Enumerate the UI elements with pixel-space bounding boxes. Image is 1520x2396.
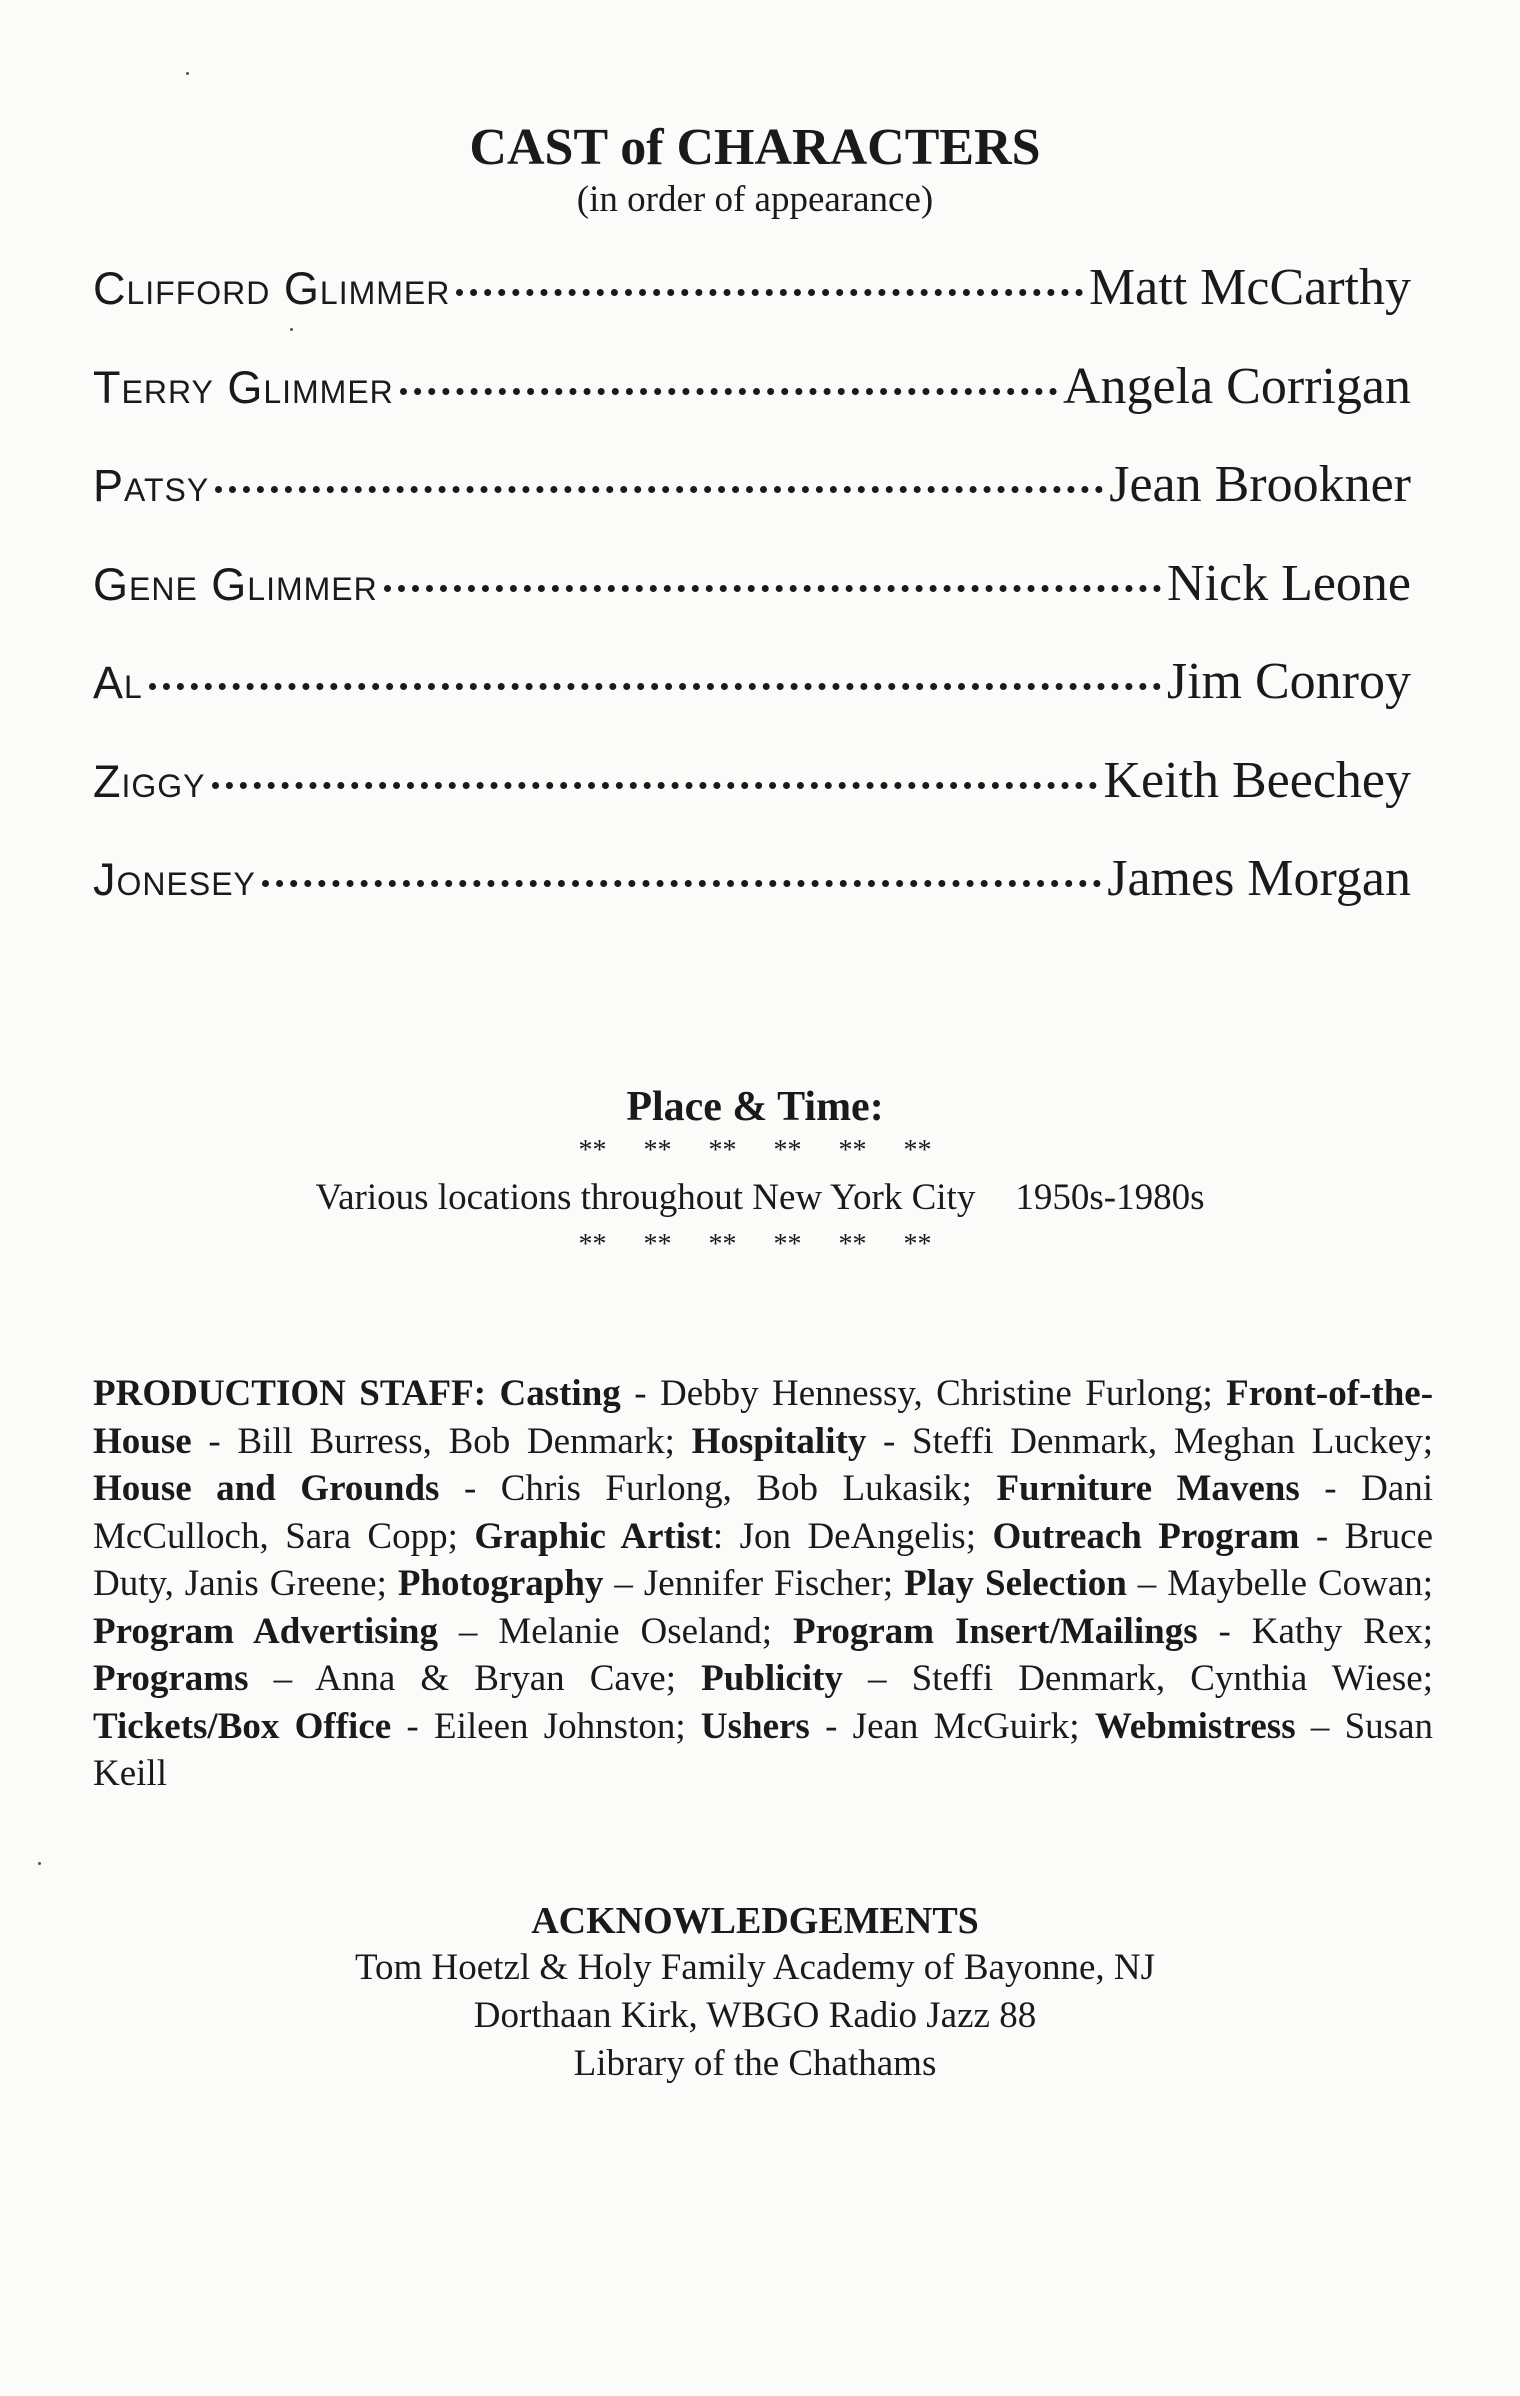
staff-items — [93, 1373, 1433, 1794]
staff-role: Photography — [397, 1563, 604, 1604]
character-name: Patsy — [93, 460, 210, 511]
staff-role: Program Insert/Mailings — [793, 1610, 1198, 1652]
staff-separator: - — [1299, 1515, 1345, 1557]
actor-name: James Morgan — [1107, 850, 1411, 907]
production-staff — [93, 1370, 1433, 1798]
character-name: Jonesey — [93, 854, 256, 905]
staff-separator: – — [248, 1658, 316, 1699]
staff-names: Debby Hennessy, Christine Furlong; — [659, 1373, 1213, 1414]
dot-leader — [149, 683, 1161, 690]
cast-subtitle: (in order of appearance) — [576, 179, 934, 220]
staff-separator: – — [438, 1610, 499, 1652]
staff-role: Webmistress — [1094, 1705, 1296, 1747]
staff-separator: – — [842, 1658, 912, 1699]
scan-speck — [38, 1862, 41, 1865]
dot-leader — [456, 289, 1083, 296]
staff-role: Ushers — [700, 1705, 810, 1747]
star-divider-bottom: ** ** ** ** ** ** — [578, 1229, 932, 1260]
staff-names: Jean McGuirk; — [852, 1705, 1080, 1747]
staff-names: Eileen Johnston; — [434, 1705, 686, 1747]
character-name: Gene Glimmer — [93, 558, 378, 610]
staff-names: Dani McCulloch, Sara Copp; — [93, 1468, 1434, 1557]
cast-header — [0, 118, 1520, 222]
staff-role: Front-of-the-House — [93, 1373, 1434, 1462]
years-text: 1950s-1980s — [1015, 1177, 1205, 1218]
character-name: Clifford Glimmer — [93, 263, 451, 314]
staff-role: Hospitality — [691, 1420, 867, 1462]
staff-names: Kathy Rex; — [1251, 1610, 1434, 1652]
cast-list — [93, 258, 1411, 948]
staff-names: Jon DeAngelis; — [739, 1515, 976, 1557]
staff-role: Play Selection — [904, 1563, 1127, 1604]
staff-role: Casting — [499, 1373, 621, 1414]
staff-names: Maybelle Cowan; — [1167, 1563, 1434, 1604]
cast-entry — [93, 357, 1411, 456]
staff-separator: – — [1295, 1705, 1345, 1747]
staff-separator: – — [1126, 1563, 1168, 1604]
staff-role: Program Advertising — [93, 1610, 438, 1652]
staff-names: Chris Furlong, Bob Lukasik; — [500, 1468, 972, 1509]
staff-separator: - — [1299, 1468, 1362, 1509]
place-time-line — [0, 1170, 1520, 1226]
dot-leader — [384, 585, 1161, 592]
actor-name: Angela Corrigan — [1062, 357, 1411, 415]
cast-entry — [93, 455, 1411, 554]
location-text: Various locations throughout New York City — [315, 1177, 976, 1218]
staff-names: Jennifer Fischer; — [643, 1563, 894, 1604]
actor-name: Jim Conroy — [1166, 653, 1411, 710]
place-time-title: Place & Time: — [626, 1084, 884, 1130]
cast-title: CAST of CHARACTERS — [469, 119, 1041, 176]
staff-separator: - — [866, 1420, 913, 1462]
staff-separator: - — [439, 1468, 501, 1509]
staff-role: Graphic Artist — [474, 1515, 713, 1557]
staff-role: Outreach Program — [992, 1515, 1300, 1557]
scan-speck — [290, 328, 293, 331]
cast-entry — [93, 258, 1411, 357]
staff-names: Bruce Duty, Janis Greene; — [93, 1515, 1434, 1604]
actor-name: Keith Beechey — [1103, 751, 1411, 809]
actor-name: Nick Leone — [1166, 554, 1411, 612]
staff-separator: – — [603, 1563, 644, 1604]
dot-leader — [215, 486, 1103, 493]
acknowledgements — [0, 1898, 1520, 2088]
cast-entry — [93, 849, 1411, 948]
character-name: Al — [93, 657, 143, 708]
staff-names: Anna & Bryan Cave; — [315, 1658, 677, 1699]
staff-names: Bill Burress, Bob Denmark; — [237, 1420, 675, 1462]
cast-entry — [93, 554, 1411, 653]
acknowledgement-line: Tom Hoetzl & Holy Family Academy of Bayonne, NJ — [355, 1947, 1155, 1988]
staff-role: House and Grounds — [93, 1468, 440, 1509]
staff-names: Susan Keill — [93, 1705, 1434, 1794]
staff-role: Programs — [93, 1658, 249, 1699]
scan-speck — [186, 72, 189, 75]
cast-entry — [93, 652, 1411, 751]
staff-role: Tickets/Box Office — [93, 1705, 392, 1747]
dot-leader — [262, 880, 1101, 887]
acknowledgement-line: Dorthaan Kirk, WBGO Radio Jazz 88 — [473, 1995, 1037, 2036]
place-time-section — [0, 1082, 1520, 1264]
staff-separator: - — [1197, 1610, 1252, 1652]
production-staff-heading: PRODUCTION STAFF: — [93, 1373, 487, 1414]
staff-separator: - — [620, 1373, 660, 1414]
actor-name: Jean Brookner — [1109, 456, 1411, 513]
character-name: Ziggy — [93, 755, 206, 807]
star-divider-top: ** ** ** ** ** ** — [578, 1135, 932, 1166]
staff-separator: : — [712, 1515, 740, 1557]
character-name: Terry Glimmer — [93, 361, 394, 413]
staff-names: Steffi Denmark, Cynthia Wiese; — [911, 1658, 1434, 1699]
staff-names: Melanie Oseland; — [498, 1610, 773, 1652]
dot-leader — [212, 782, 1098, 789]
staff-names: Steffi Denmark, Meghan Luckey; — [912, 1420, 1434, 1462]
staff-separator: - — [191, 1420, 238, 1462]
staff-role: Publicity — [701, 1658, 843, 1699]
actor-name: Matt McCarthy — [1088, 259, 1411, 316]
acknowledgements-title: ACKNOWLEDGEMENTS — [531, 1900, 979, 1942]
cast-entry — [93, 751, 1411, 850]
staff-separator: - — [391, 1705, 435, 1747]
staff-separator: - — [809, 1705, 853, 1747]
staff-role: Furniture Mavens — [996, 1468, 1300, 1509]
acknowledgement-line: Library of the Chathams — [573, 2043, 937, 2084]
dot-leader — [400, 388, 1057, 395]
